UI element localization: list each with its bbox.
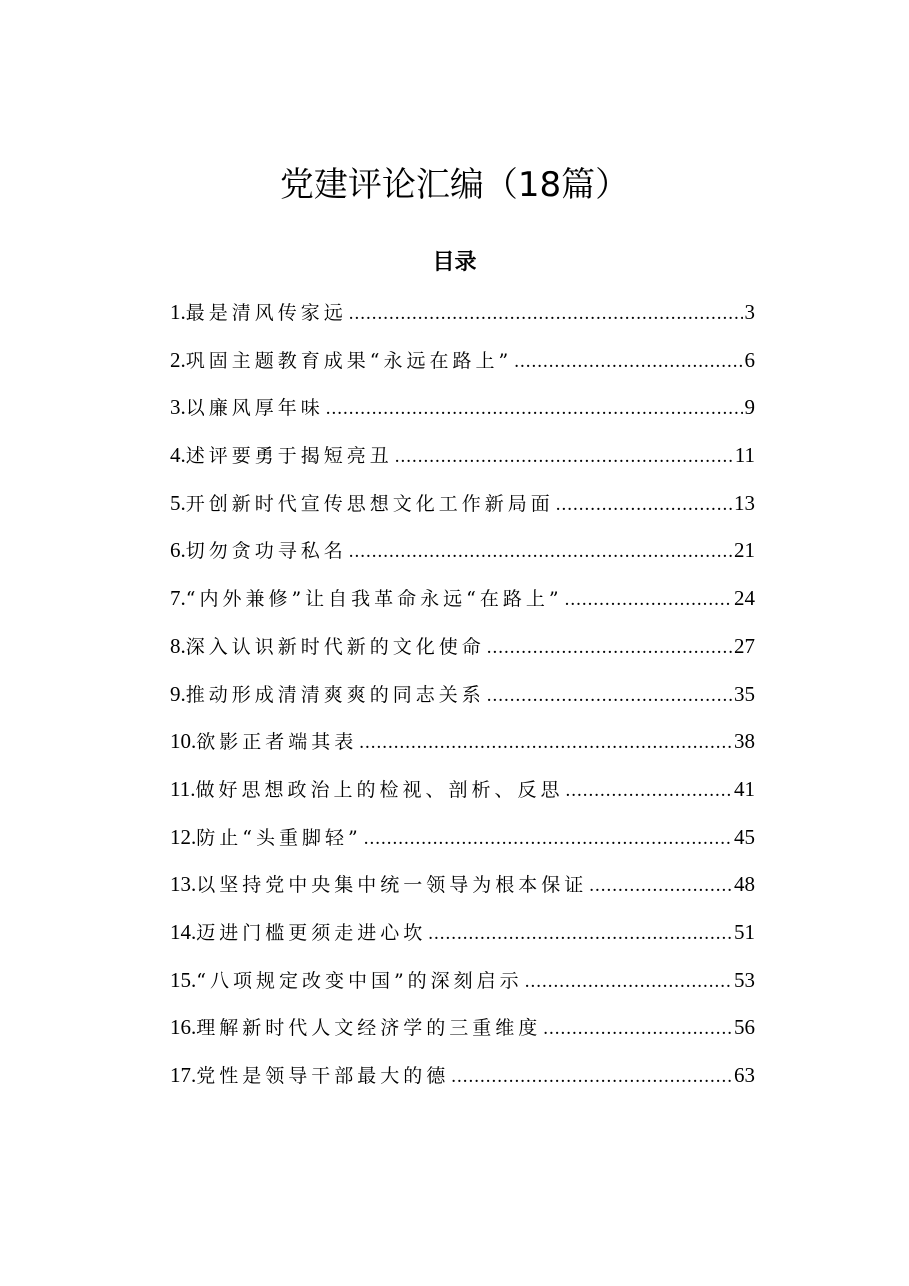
toc-entry[interactable] [170, 960, 755, 1008]
toc-entry-number: 17. [170, 1063, 197, 1087]
toc-entry-title: 防止“头重脚轻” [196, 826, 362, 849]
toc-dot-leader [565, 580, 732, 620]
toc-entry-title: 巩固主题教育成果“永远在路上” [185, 349, 513, 372]
document-title: 党建评论汇编（18篇） [279, 165, 630, 205]
toc-entry-number: 4. [170, 443, 186, 468]
toc-entry-title: 理解新时代人文经济学的三重维度 [196, 1017, 542, 1040]
toc-entry-number: 8. [170, 633, 186, 658]
toc-entry-page: 21 [734, 538, 755, 563]
toc-entry-title: 深入认识新时代新的文化使命 [185, 635, 485, 658]
toc-entry[interactable] [170, 769, 755, 817]
toc-entry-page: 38 [734, 729, 755, 754]
toc-entry-number: 1. [170, 300, 186, 324]
toc-entry-number: 10. [170, 729, 197, 754]
toc-entry-page: 13 [734, 490, 755, 515]
toc-dot-leader [326, 389, 743, 429]
toc-entry-title: 做好思想政治上的检视、剖析、反思 [195, 778, 564, 801]
toc-entry-page: 41 [734, 776, 755, 801]
table-of-contents [170, 292, 755, 1103]
toc-entry-number: 9. [170, 681, 186, 706]
toc-entry-page: 53 [734, 967, 755, 992]
toc-entry-page: 3 [744, 300, 755, 324]
toc-entry-number: 12. [170, 824, 197, 849]
toc-dot-leader [349, 532, 732, 572]
toc-entry-number: 13. [170, 872, 197, 897]
toc-entry-number: 5. [170, 490, 186, 515]
toc-dot-leader [349, 294, 743, 334]
toc-entry[interactable] [170, 864, 755, 912]
toc-entry-number: 16. [170, 1015, 197, 1040]
toc-entry-title: 述评要勇于揭短亮丑 [185, 445, 393, 468]
toc-entry-title: 切勿贪功寻私名 [185, 540, 347, 563]
toc-entry-title: 以廉风厚年味 [185, 397, 324, 420]
toc-entry-number: 11. [170, 776, 196, 801]
toc-entry[interactable] [170, 912, 755, 960]
toc-entry[interactable] [170, 817, 755, 865]
toc-dot-leader [514, 342, 742, 382]
toc-entry-page: 35 [734, 681, 755, 706]
toc-entry-page: 45 [734, 824, 755, 849]
toc-entry-page: 56 [734, 1015, 755, 1040]
toc-heading: 目录 [432, 249, 477, 275]
toc-entry[interactable] [170, 626, 755, 674]
toc-dot-leader [487, 676, 732, 716]
toc-entry-page: 9 [744, 395, 755, 420]
toc-entry[interactable] [170, 578, 755, 626]
toc-entry-number: 14. [170, 919, 197, 944]
toc-entry-page: 24 [734, 586, 755, 611]
toc-entry-page: 51 [734, 919, 755, 944]
toc-entry[interactable] [170, 1007, 755, 1055]
toc-entry-title: 迈进门槛更须走进心坎 [196, 921, 427, 944]
toc-dot-leader [566, 771, 733, 811]
toc-entry-title: 党性是领导干部最大的德 [196, 1065, 450, 1087]
toc-entry-number: 3. [170, 395, 186, 420]
toc-entry-title: 开创新时代宣传思想文化工作新局面 [185, 492, 554, 515]
toc-entry[interactable] [170, 340, 755, 388]
toc-entry-number: 7. [170, 586, 186, 611]
toc-dot-leader [589, 866, 732, 906]
toc-entry[interactable] [170, 1055, 755, 1103]
toc-dot-leader [487, 628, 732, 668]
toc-entry-title: 以坚持党中央集中统一领导为根本保证 [196, 874, 588, 897]
toc-entry-title: “八项规定改变中国”的深刻启示 [196, 969, 523, 992]
toc-entry-title: 推动形成清清爽爽的同志关系 [185, 683, 485, 706]
toc-entry[interactable] [170, 292, 755, 340]
toc-entry-number: 2. [170, 347, 186, 372]
toc-entry-page: 11 [734, 443, 755, 468]
toc-entry[interactable] [170, 721, 755, 769]
toc-dot-leader [428, 914, 732, 954]
toc-entry-title: 最是清风传家远 [185, 302, 347, 324]
toc-entry-number: 15. [170, 967, 197, 992]
toc-entry-page: 63 [734, 1063, 755, 1087]
toc-entry-title: “内外兼修”让自我革命永远“在路上” [185, 588, 563, 611]
toc-entry-title: 欲影正者端其表 [196, 731, 358, 754]
toc-entry-number: 6. [170, 538, 186, 563]
toc-dot-leader [556, 485, 732, 525]
toc-dot-leader [364, 819, 732, 859]
toc-entry[interactable] [170, 387, 755, 435]
toc-dot-leader [451, 1057, 732, 1097]
toc-entry[interactable] [170, 674, 755, 722]
toc-entry-page: 27 [734, 633, 755, 658]
toc-entry-page: 48 [734, 872, 755, 897]
toc-entry-page: 6 [744, 347, 755, 372]
toc-dot-leader [395, 437, 733, 477]
toc-entry[interactable] [170, 530, 755, 578]
toc-entry[interactable] [170, 435, 755, 483]
toc-dot-leader [543, 1009, 732, 1049]
toc-dot-leader [525, 962, 732, 1002]
toc-entry[interactable] [170, 483, 755, 531]
toc-dot-leader [359, 723, 732, 763]
